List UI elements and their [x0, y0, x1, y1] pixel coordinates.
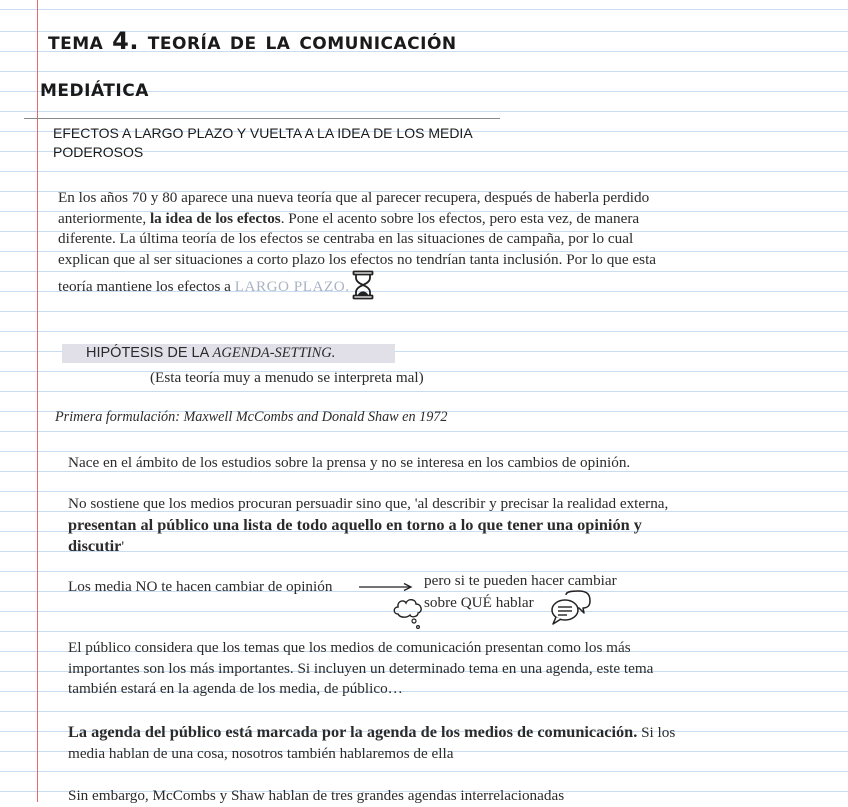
- paragraph-publico: El público considera que los temas que los medios de comunicación presentan como los más importantes son los más importantes. Si incluyen un determinado tema en una agenda, este tema también estará en la agenda de los media, de público…: [68, 639, 654, 698]
- pero-line-1: pero si te pueden hacer cambiar: [424, 572, 617, 589]
- margin-line: [37, 0, 38, 802]
- intro-text-a: En los años 70 y 80 aparece una nueva teoría que al parecer recupera, después de haberla perdido anteriormente,: [58, 189, 650, 227]
- chat-bubbles-icon: [550, 590, 592, 628]
- intro-text-b: . Pone el acento sobre los efectos, pero esta vez, de manera diferente. La última teoría de los efectos se centraba en las situaciones de campaña, por lo cual explican que al ser situaciones a corto plazo los efectos no tendrían tanta inclusión. Por lo que esta teoría mantiene los efectos a: [58, 209, 657, 296]
- largo-plazo-highlight: LARGO PLAZO.: [234, 278, 350, 296]
- media-no-statement: Los media NO te hacen cambiar de opinión: [68, 578, 333, 595]
- arrow-right-icon: [358, 582, 414, 592]
- pero-line-2: [424, 594, 534, 612]
- intro-bold: la idea de los efectos: [149, 209, 281, 227]
- section-label-italic: AGENDA-SETTING.: [212, 345, 336, 361]
- title-divider: [24, 118, 500, 119]
- persuadir-text-c: ': [121, 538, 125, 556]
- intro-paragraph: [58, 188, 678, 307]
- page-title-line-1: tema 4. teoría de la comunicación: [48, 27, 457, 55]
- thought-cloud-icon: [392, 592, 424, 630]
- section-heading-agenda-setting: [62, 344, 395, 363]
- subtitle: EFECTOS A LARGO PLAZO Y VUELTA A LA IDEA DE LOS MEDIA PODEROSOS: [53, 125, 472, 160]
- persuadir-text-a: No sostiene que los medios procuran persuadir sino que, 'al describir y precisar la realidad externa,: [68, 495, 669, 512]
- paragraph-agenda: [68, 722, 688, 764]
- paragraph-sin-embargo: Sin embargo, McCombs y Shaw hablan de tres grandes agendas interrelacionadas: [68, 787, 565, 804]
- agenda-rest: Si los media hablan de una cosa, nosotros también hablaremos de ella: [68, 724, 676, 762]
- first-formulation: Primera formulación: Maxwell McCombs and Donald Shaw en 1972: [55, 409, 448, 425]
- paragraph-persuadir: [68, 494, 678, 558]
- page-title-line-2: mediática: [40, 74, 149, 102]
- pero-hablar: hablar: [491, 594, 534, 611]
- paragraph-ambito: Nace en el ámbito de los estudios sobre la prensa y no se interesa en los cambios de opinión.: [68, 454, 631, 471]
- persuadir-bold: presentan al público una lista de todo aquello en torno a lo que tener una opinión y discutir: [68, 514, 642, 556]
- section-note: (Esta teoría muy a menudo se interpreta mal): [150, 369, 424, 386]
- hourglass-icon: [352, 270, 374, 307]
- pero-que: QUÉ: [460, 594, 492, 611]
- section-label-prefix: HIPÓTESIS DE LA: [86, 345, 213, 361]
- agenda-bold: La agenda del público está marcada por la agenda de los medios de comunicación.: [68, 722, 638, 741]
- pero-sobre: sobre: [424, 594, 461, 611]
